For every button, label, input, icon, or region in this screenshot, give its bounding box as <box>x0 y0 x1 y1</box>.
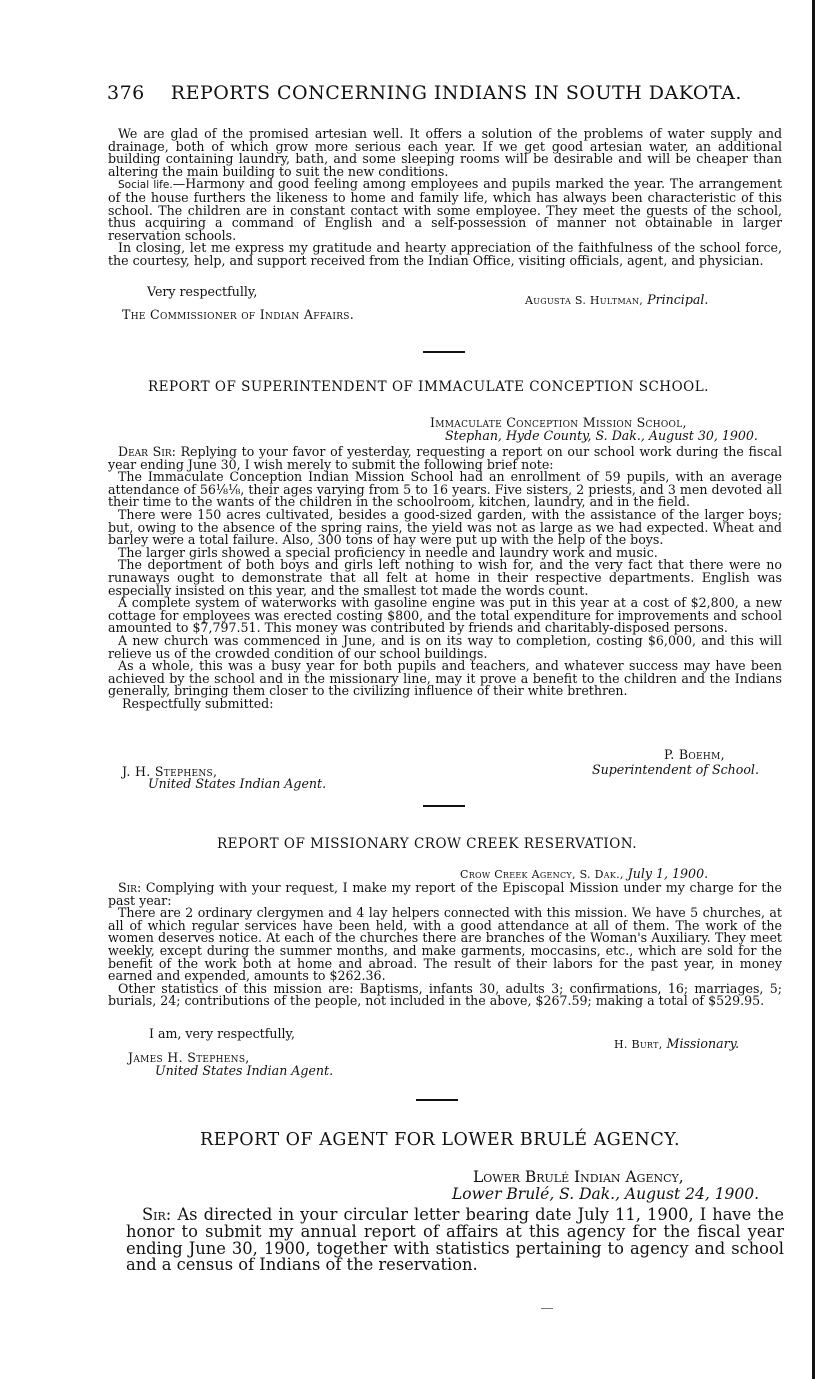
paragraph: A new church was commenced in June, and is on its way to completion, costing $6,000, and this will relieve us of the crowded condition of our school buildings. <box>108 632 782 661</box>
agent-name: J. H. Stephens, <box>122 764 218 779</box>
salutation: Sir: <box>142 1205 172 1224</box>
signature-name: P. Boehm, <box>664 747 725 762</box>
signature-title: Superintendent of School. <box>592 762 759 777</box>
dateline-date: Lower Brulé, S. Dak., August 24, 1900. <box>452 1185 760 1203</box>
section-title: REPORT OF SUPERINTENDENT OF IMMACULATE CONCEPTION SCHOOL. <box>148 379 709 395</box>
paragraph: Sir: Complying with your request, I make my report of the Episcopal Mission under my charge for the past year: <box>108 880 782 908</box>
section-hultman-letter <box>108 128 782 268</box>
paragraph: We are glad of the promised artesian well. It offers a solution of the problems of water supply and drainage, both of which grow more serious each year. If we get good artesian water, an additional building containing laundry, bath, and some sleeping rooms will be desirable and will be cheaper than altering the main building to suit the new conditions. <box>108 126 782 179</box>
agent-title: United States Indian Agent. <box>148 776 327 791</box>
salutation: Sir: <box>118 880 142 895</box>
dateline-place: Lower Brulé Indian Agency, <box>473 1168 684 1186</box>
section-divider <box>416 1099 458 1101</box>
addressee: The Commissioner of Indian Affairs. <box>122 307 355 322</box>
closing: Respectfully submitted: <box>122 695 274 711</box>
section-crow-creek-report <box>108 882 782 1008</box>
running-header <box>107 82 742 104</box>
section-lower-brule-report <box>126 1207 784 1274</box>
section-immaculate-report <box>108 446 782 710</box>
closing: Very respectfully, <box>147 284 258 299</box>
paragraph: Sir: As directed in your circular letter bearing date July 11, 1900, I have the honor to submit my annual report of affairs at this agency for the fiscal year ending June 30, 1900, together with statistics pertaining to agency and school and a census of Indians of the reservation. <box>126 1205 784 1275</box>
paragraph: A complete system of waterworks with gasoline engine was put in this year at a cost of $2,800, a new cottage for employees was erected costing $800, and the total expenditure for improvements and school amounted to $7,797.51. This money was contributed by friends and charitably-disposed persons. <box>108 595 782 636</box>
side-heading: Social life. <box>118 179 173 192</box>
section-divider <box>423 351 465 353</box>
printer-mark <box>541 1308 553 1309</box>
section-title: REPORT OF AGENT FOR LOWER BRULÉ AGENCY. <box>200 1130 681 1150</box>
paragraph: Other statistics of this mission are: Baptisms, infants 30, adults 3; confirmations, 16; marriages, 5; burials, 24; contributions of the people, not included in the above, $267.59; making a total of $529.95. <box>108 980 782 1009</box>
signature: Augusta S. Hultman, Principal. <box>525 292 709 307</box>
paragraph: The larger girls showed a special proficiency in needle and laundry work and music. <box>118 544 658 560</box>
section-divider <box>423 805 465 807</box>
page-number: 376 <box>107 82 145 104</box>
dateline-date: Stephan, Hyde County, S. Dak., August 30, 1900. <box>445 428 758 443</box>
paragraph: The Immaculate Conception Indian Mission School had an enrollment of 59 pupils, with an average attendance of 56⅛⅛, their ages varying from 5 to 16 years. Five sisters, 2 priests, and 3 men devoted all their time to the wants of the children in the schoolroom, kitchen, laundry, and in the field. <box>108 469 782 510</box>
paragraph: There are 2 ordinary clergymen and 4 lay helpers connected with this mission. We have 5 churches, at all of which regular services have been held, with a good attendance at all of them. The work of the women deserves notice. At each of the churches there are branches of the Woman's Auxiliary. They meet weekly, except during the summer months, and make garments, moccasins, etc., which are sold for the benefit of the work both at home and abroad. The result of their labors for the past year, in money earned and expended, amounts to $262.36. <box>108 905 782 984</box>
paragraph: In closing, let me express my gratitude and hearty appreciation of the faithfulness of the school force, the courtesy, help, and support received from the Indian Office, visiting officials, agent, and physician. <box>108 240 782 268</box>
dateline: Crow Creek Agency, S. Dak., July 1, 1900. <box>460 866 709 881</box>
closing: I am, very respectfully, <box>149 1026 295 1041</box>
paragraph: There were 150 acres cultivated, besides a good-sized garden, with the assistance of the larger boys; but, owing to the absence of the spring rains, the yield was not as large as we had expected. Wheat and barley were a total failure. Also, 300 tons of hay were put up with the help of the boys. <box>108 506 782 548</box>
agent-name: James H. Stephens, <box>128 1050 250 1065</box>
signature: H. Burt, Missionary. <box>614 1036 740 1051</box>
paragraph: As a whole, this was a busy year for both pupils and teachers, and whatever success may have been achieved by the school and in the missionary line, may it prove a benefit to the children and the Indians generally, bringing them closer to the civilizing influence of their white brethren. <box>108 658 782 699</box>
paragraph: Dear Sir: Replying to your favor of yesterday, requesting a report on our school work during the fiscal year ending June 30, I wish merely to submit the following brief note: <box>108 444 782 472</box>
salutation: Dear Sir: <box>118 444 176 459</box>
paragraph: Social life.—Harmony and good feeling among employees and pupils marked the year. The arrangement of the house furthers the likeness to home and family life, which has always been characteristic of this school. The children are in constant contact with some employee. They meet the guests of the school, thus acquiring a command of English and a self-possession of manner not obtainable in larger reservation schools. <box>108 176 782 243</box>
paragraph: The deportment of both boys and girls left nothing to wish for, and the very fact that there were no runaways ought to demonstrate that all felt at home in their respective departments. English was especially insisted on this year, and the smallest tot made the words count. <box>108 557 782 598</box>
agent-title: United States Indian Agent. <box>155 1063 334 1078</box>
section-title: REPORT OF MISSIONARY CROW CREEK RESERVATION. <box>217 836 638 852</box>
running-title: REPORTS CONCERNING INDIANS IN SOUTH DAKOTA. <box>170 82 742 104</box>
dateline-place: Immaculate Conception Mission School, <box>430 415 687 430</box>
